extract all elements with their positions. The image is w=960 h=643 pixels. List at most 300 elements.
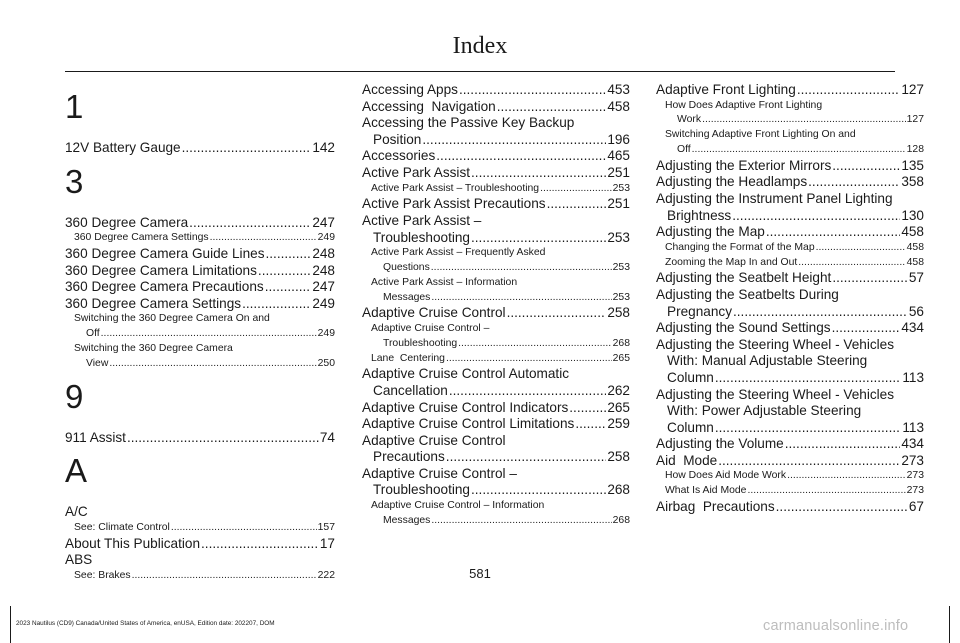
dot-leader: [201, 536, 319, 553]
entry-text: Adjusting the Sound Settings: [656, 320, 831, 336]
index-column-3: [656, 82, 924, 516]
entry-text: Switching Adaptive Front Lighting On and: [665, 129, 856, 141]
entry-text: 360 Degree Camera Settings: [74, 232, 209, 244]
dot-leader: [692, 143, 906, 158]
dot-leader: [189, 215, 311, 232]
watermark: carmanualsonline.info: [763, 618, 909, 634]
index-subentry[interactable]: [362, 276, 630, 306]
entry-text: Airbag Precautions: [656, 499, 775, 515]
entry-text: About This Publication: [65, 535, 201, 551]
entry-text: Adjusting the Map: [656, 224, 765, 240]
entry-text: Adaptive Cruise Control –: [371, 322, 490, 334]
entry-text: Adjusting the Instrument Panel Lighting: [656, 190, 893, 206]
page-reference[interactable]: 273: [906, 485, 924, 497]
page-reference[interactable]: 258: [607, 305, 630, 321]
entry-text: Position: [373, 131, 422, 147]
page-reference[interactable]: 249: [312, 295, 335, 311]
index-entry[interactable]: [362, 82, 630, 99]
page-reference[interactable]: 453: [607, 82, 630, 97]
index-entry[interactable]: [362, 433, 630, 466]
index-subentry[interactable]: [656, 128, 924, 158]
index-entry[interactable]: [362, 196, 630, 213]
entry-line: [656, 256, 924, 271]
entry-line: [362, 99, 630, 116]
index-letter-heading: 1: [65, 88, 84, 125]
entry-line: [362, 115, 630, 132]
entry-text: Precautions: [373, 449, 445, 465]
index-subentry[interactable]: [362, 352, 630, 367]
dot-leader: [702, 113, 906, 128]
dot-leader: [497, 99, 607, 116]
page-reference[interactable]: 253: [612, 182, 630, 194]
entry-text: Aid Mode: [656, 452, 718, 468]
entry-line: [362, 449, 630, 466]
index-entry[interactable]: [656, 320, 924, 337]
dot-leader: [242, 296, 311, 313]
entry-text: Adaptive Cruise Control: [362, 305, 506, 321]
entry-line: [362, 276, 630, 291]
entry-text: Off: [86, 328, 100, 340]
entry-line: [656, 99, 924, 114]
index-entry[interactable]: [362, 213, 630, 246]
page-reference[interactable]: 251: [607, 196, 630, 212]
index-subentry[interactable]: [362, 246, 630, 276]
entry-line: [656, 224, 924, 241]
dot-leader: [832, 320, 901, 337]
entry-line: [65, 215, 335, 232]
dot-leader: [436, 148, 606, 165]
dot-leader: [266, 246, 312, 263]
index-subentry[interactable]: [65, 521, 335, 536]
entry-line: [656, 337, 924, 354]
dot-leader: [446, 352, 612, 367]
page-reference[interactable]: 248: [312, 262, 335, 278]
entry-line: [362, 352, 630, 367]
dot-leader: [471, 165, 606, 182]
entry-text: How Does Aid Mode Work: [665, 470, 787, 482]
dot-leader: [471, 230, 606, 247]
entry-text: Adaptive Cruise Control: [362, 432, 506, 448]
entry-line: [362, 400, 630, 417]
entry-text: 360 Degree Camera Settings: [65, 295, 242, 311]
dot-leader: [733, 304, 908, 321]
entry-text: 360 Degree Camera Limitations: [65, 262, 257, 278]
entry-text: What Is Aid Mode: [665, 485, 747, 497]
page-reference[interactable]: 262: [607, 382, 630, 398]
entry-text: Zooming the Map In and Out: [665, 256, 798, 268]
page-reference[interactable]: 127: [901, 82, 924, 97]
entry-text: A/C: [65, 504, 88, 520]
index-letter-heading: 3: [65, 162, 84, 200]
entry-line: [362, 433, 630, 450]
index-letter-heading: 9: [65, 377, 84, 415]
page-reference[interactable]: 222: [317, 569, 335, 581]
page-reference[interactable]: 249: [317, 328, 335, 340]
page-reference[interactable]: 258: [607, 449, 630, 465]
dot-leader: [816, 241, 906, 256]
entry-line: [656, 287, 924, 304]
index-entry[interactable]: [362, 466, 630, 499]
page-reference[interactable]: 67: [908, 499, 924, 515]
entry-line: [65, 231, 335, 246]
index-entry[interactable]: [656, 82, 924, 99]
index-subentry[interactable]: [362, 499, 630, 529]
entry-line: [656, 469, 924, 484]
entry-text: Adaptive Cruise Control –: [362, 465, 517, 481]
entry-text: Cancellation: [373, 382, 448, 398]
index-entry[interactable]: [65, 279, 335, 296]
index-column-1: [65, 82, 335, 584]
page-reference[interactable]: 74: [319, 429, 335, 445]
page-reference[interactable]: 17: [319, 535, 335, 551]
page-reference[interactable]: 251: [607, 164, 630, 180]
entry-text: Adjusting the Seatbelts During: [656, 286, 839, 302]
entry-text: Troubleshooting: [373, 482, 470, 498]
index-entry[interactable]: [656, 453, 924, 470]
dot-leader: [798, 256, 905, 271]
entry-line: [656, 113, 924, 128]
page-reference[interactable]: 458: [906, 241, 924, 253]
entry-text: View: [86, 357, 109, 369]
entry-line: [362, 165, 630, 182]
entry-line: [65, 536, 335, 553]
dot-leader: [446, 449, 607, 466]
index-subentry[interactable]: [362, 322, 630, 352]
index-entry[interactable]: [65, 140, 335, 157]
entry-line: [656, 353, 924, 370]
index-entry[interactable]: [656, 287, 924, 320]
entry-line: [362, 291, 630, 306]
entry-line: [65, 430, 335, 447]
entry-text: 911 Assist: [65, 429, 126, 445]
index-subentry[interactable]: [656, 99, 924, 129]
page-reference[interactable]: 458: [906, 256, 924, 268]
page-reference[interactable]: 248: [312, 245, 335, 261]
dot-leader: [431, 291, 611, 306]
page-reference[interactable]: 465: [607, 148, 630, 164]
index-entry[interactable]: [656, 337, 924, 387]
index-entry[interactable]: [656, 191, 924, 224]
page-reference[interactable]: 253: [612, 261, 630, 273]
entry-text: 360 Degree Camera Guide Lines: [65, 245, 265, 261]
entry-line: [656, 453, 924, 470]
dot-leader: [569, 400, 606, 417]
entry-text: Brightness: [667, 207, 732, 223]
index-entry[interactable]: [656, 436, 924, 453]
page-reference[interactable]: 268: [607, 482, 630, 498]
index-entry[interactable]: [65, 430, 335, 447]
entry-line: [65, 357, 335, 372]
index-entry[interactable]: [65, 263, 335, 280]
entry-line: [362, 230, 630, 247]
entry-text: Switching the 360 Degree Camera: [74, 342, 233, 354]
page-reference[interactable]: 247: [312, 279, 335, 295]
entry-line: [656, 270, 924, 287]
index-entry[interactable]: [362, 416, 630, 433]
entry-line: [362, 337, 630, 352]
entry-line: [656, 499, 924, 516]
dot-leader: [715, 420, 901, 437]
entry-line: [656, 143, 924, 158]
entry-line: [362, 514, 630, 529]
index-entry[interactable]: [362, 305, 630, 322]
entry-text: Troubleshooting: [383, 337, 458, 349]
index-subentry[interactable]: [656, 241, 924, 256]
entry-line: [362, 322, 630, 337]
dot-leader: [258, 263, 311, 280]
entry-text: Adjusting the Headlamps: [656, 174, 808, 190]
entry-text: 360 Degree Camera: [65, 214, 189, 230]
dot-leader: [747, 484, 905, 499]
entry-line: [362, 499, 630, 514]
page-reference[interactable]: 196: [607, 131, 630, 147]
index-entry[interactable]: [65, 504, 335, 521]
entry-line: [656, 208, 924, 225]
entry-text: 12V Battery Gauge: [65, 140, 181, 155]
page-reference[interactable]: 249: [317, 232, 335, 244]
page-number: 581: [469, 566, 491, 581]
entry-text: Pregnancy: [667, 303, 732, 319]
page-reference[interactable]: 56: [908, 303, 924, 319]
dot-leader: [808, 174, 900, 191]
entry-line: [65, 263, 335, 280]
index-entry[interactable]: [65, 246, 335, 263]
entry-text: Adaptive Cruise Control – Information: [371, 500, 545, 512]
page-reference[interactable]: 434: [901, 436, 924, 452]
dot-leader: [832, 270, 908, 287]
entry-line: [656, 128, 924, 143]
page-reference[interactable]: 253: [607, 229, 630, 245]
dot-leader: [127, 430, 319, 447]
dot-leader: [431, 261, 612, 276]
entry-line: [656, 304, 924, 321]
entry-text: Accessing Navigation: [362, 98, 496, 114]
entry-text: Adaptive Cruise Control Automatic: [362, 366, 570, 382]
entry-line: [362, 213, 630, 230]
entry-line: [362, 182, 630, 197]
entry-line: [362, 482, 630, 499]
entry-text: Lane Centering: [371, 352, 445, 364]
entry-text: Switching the 360 Degree Camera On and: [74, 313, 270, 325]
page-reference[interactable]: 157: [317, 521, 335, 533]
dot-leader: [832, 158, 900, 175]
page-reference[interactable]: 113: [902, 419, 924, 435]
dot-leader: [766, 224, 900, 241]
index-entry[interactable]: [65, 296, 335, 313]
page-reference[interactable]: 130: [901, 207, 924, 223]
entry-line: [656, 82, 924, 99]
page-reference[interactable]: 273: [901, 452, 924, 468]
page-reference[interactable]: 135: [901, 157, 924, 173]
page-reference[interactable]: 142: [312, 140, 335, 155]
entry-line: [656, 158, 924, 175]
entry-line: [362, 416, 630, 433]
index-subentry[interactable]: [65, 342, 335, 372]
entry-line: [656, 436, 924, 453]
entry-text: Accessing Apps: [362, 82, 458, 97]
page-reference[interactable]: 273: [906, 470, 924, 482]
index-entry[interactable]: [656, 387, 924, 437]
entry-line: [656, 241, 924, 256]
page-reference[interactable]: 250: [317, 357, 335, 369]
page-reference[interactable]: 259: [607, 416, 630, 432]
page-reference[interactable]: 265: [612, 352, 630, 364]
entry-line: [65, 504, 335, 521]
dot-leader: [785, 436, 901, 453]
entry-text: Adjusting the Steering Wheel - Vehicles: [656, 386, 895, 402]
dot-leader: [101, 327, 317, 342]
index-subentry[interactable]: [362, 182, 630, 197]
dot-leader: [422, 132, 606, 149]
edition-footer: 2023 Nautilus (CD9) Canada/United States of America, enUSA, Edition date: 202207, DOM: [16, 620, 275, 627]
entry-text: With: Power Adjustable Steering: [667, 403, 862, 419]
entry-text: Active Park Assist: [362, 164, 471, 180]
index-subentry[interactable]: [65, 231, 335, 246]
entry-text: Off: [677, 143, 691, 155]
entry-line: [65, 327, 335, 342]
index-subentry[interactable]: [656, 484, 924, 499]
dot-leader: [210, 231, 317, 246]
entry-line: [65, 279, 335, 296]
index-column-2: [362, 82, 630, 529]
entry-text: Active Park Assist – Troubleshooting: [371, 182, 540, 194]
page-title: Index: [452, 33, 508, 59]
index-entry[interactable]: [656, 224, 924, 241]
page-reference[interactable]: 358: [901, 174, 924, 190]
dot-leader: [182, 140, 312, 157]
entry-text: Active Park Assist Precautions: [362, 196, 546, 212]
dot-leader: [431, 514, 611, 529]
entry-line: [362, 305, 630, 322]
entry-line: [656, 191, 924, 208]
entry-text: Messages: [383, 291, 431, 303]
entry-line: [362, 261, 630, 276]
page-reference[interactable]: 57: [908, 270, 924, 286]
dot-leader: [718, 453, 900, 470]
index-entry[interactable]: [65, 215, 335, 232]
entry-text: 360 Degree Camera Precautions: [65, 279, 264, 295]
index-letter-heading: A: [65, 452, 88, 490]
dot-leader: [171, 521, 317, 536]
index-entry[interactable]: [656, 158, 924, 175]
index-entry[interactable]: [656, 174, 924, 191]
entry-line: [362, 132, 630, 149]
entry-line: [65, 140, 335, 157]
page-reference[interactable]: 128: [906, 143, 924, 155]
entry-line: [656, 174, 924, 191]
dot-leader: [507, 305, 607, 322]
entry-text: Column: [667, 419, 714, 435]
page-reference[interactable]: 113: [902, 369, 924, 385]
entry-line: [362, 383, 630, 400]
dot-leader: [459, 82, 606, 99]
index-entry[interactable]: [65, 536, 335, 553]
entry-line: [362, 82, 630, 99]
entry-text: ABS: [65, 552, 93, 568]
entry-line: [65, 246, 335, 263]
page-reference[interactable]: 434: [901, 320, 924, 336]
index-subentry[interactable]: [656, 469, 924, 484]
entry-line: [65, 312, 335, 327]
entry-text: Adjusting the Steering Wheel - Vehicles: [656, 336, 895, 352]
entry-text: Adaptive Front Lighting: [656, 82, 796, 97]
dot-leader: [776, 499, 908, 516]
index-entry[interactable]: [362, 115, 630, 148]
dot-leader: [797, 82, 901, 99]
entry-text: Adjusting the Seatbelt Height: [656, 270, 832, 286]
entry-text: Questions: [383, 261, 430, 273]
entry-text: Troubleshooting: [373, 229, 470, 245]
index-subentry[interactable]: [65, 312, 335, 342]
entry-line: [656, 320, 924, 337]
dot-leader: [732, 208, 900, 225]
crop-mark-right: [949, 606, 950, 643]
entry-text: Adjusting the Volume: [656, 436, 784, 452]
page-reference[interactable]: 265: [607, 399, 630, 415]
crop-mark-left: [10, 606, 11, 643]
dot-leader: [458, 337, 612, 352]
entry-line: [656, 484, 924, 499]
entry-text: Changing the Format of the Map: [665, 241, 815, 253]
page-reference[interactable]: 458: [901, 224, 924, 240]
entry-text: See: Brakes: [74, 569, 131, 581]
index-entry[interactable]: [362, 165, 630, 182]
entry-text: Messages: [383, 514, 431, 526]
dot-leader: [109, 357, 316, 372]
entry-text: Active Park Assist – Information: [371, 276, 518, 288]
index-entry[interactable]: [362, 366, 630, 399]
dot-leader: [449, 383, 607, 400]
dot-leader: [540, 182, 612, 197]
page-reference[interactable]: 268: [612, 514, 630, 526]
index-entry[interactable]: [362, 99, 630, 116]
index-entry[interactable]: [656, 270, 924, 287]
entry-text: Work: [677, 114, 702, 126]
dot-leader: [547, 196, 607, 213]
header-divider: [65, 71, 895, 72]
entry-line: [65, 342, 335, 357]
dot-leader: [265, 279, 312, 296]
page-reference[interactable]: 247: [312, 214, 335, 230]
entry-text: See: Climate Control: [74, 521, 170, 533]
index-entry[interactable]: [362, 148, 630, 165]
entry-text: Column: [667, 369, 714, 385]
index-entry[interactable]: [656, 499, 924, 516]
entry-line: [362, 196, 630, 213]
entry-text: Adaptive Cruise Control Limitations: [362, 416, 575, 432]
entry-line: [656, 420, 924, 437]
entry-text: Accessing the Passive Key Backup: [362, 115, 575, 131]
index-subentry[interactable]: [656, 256, 924, 271]
page-reference[interactable]: 458: [607, 98, 630, 114]
entry-line: [656, 387, 924, 404]
entry-line: [656, 370, 924, 387]
index-entry[interactable]: [362, 400, 630, 417]
page-reference[interactable]: 253: [612, 291, 630, 303]
entry-line: [65, 296, 335, 313]
entry-line: [362, 466, 630, 483]
entry-text: Adjusting the Exterior Mirrors: [656, 157, 832, 173]
dot-leader: [575, 416, 606, 433]
entry-line: [362, 366, 630, 383]
page-reference[interactable]: 127: [906, 114, 924, 126]
page-reference[interactable]: 268: [612, 337, 630, 349]
entry-line: [362, 246, 630, 261]
dot-leader: [715, 370, 901, 387]
entry-text: Active Park Assist –: [362, 212, 482, 228]
dot-leader: [787, 469, 906, 484]
entry-text: With: Manual Adjustable Steering: [667, 353, 868, 369]
